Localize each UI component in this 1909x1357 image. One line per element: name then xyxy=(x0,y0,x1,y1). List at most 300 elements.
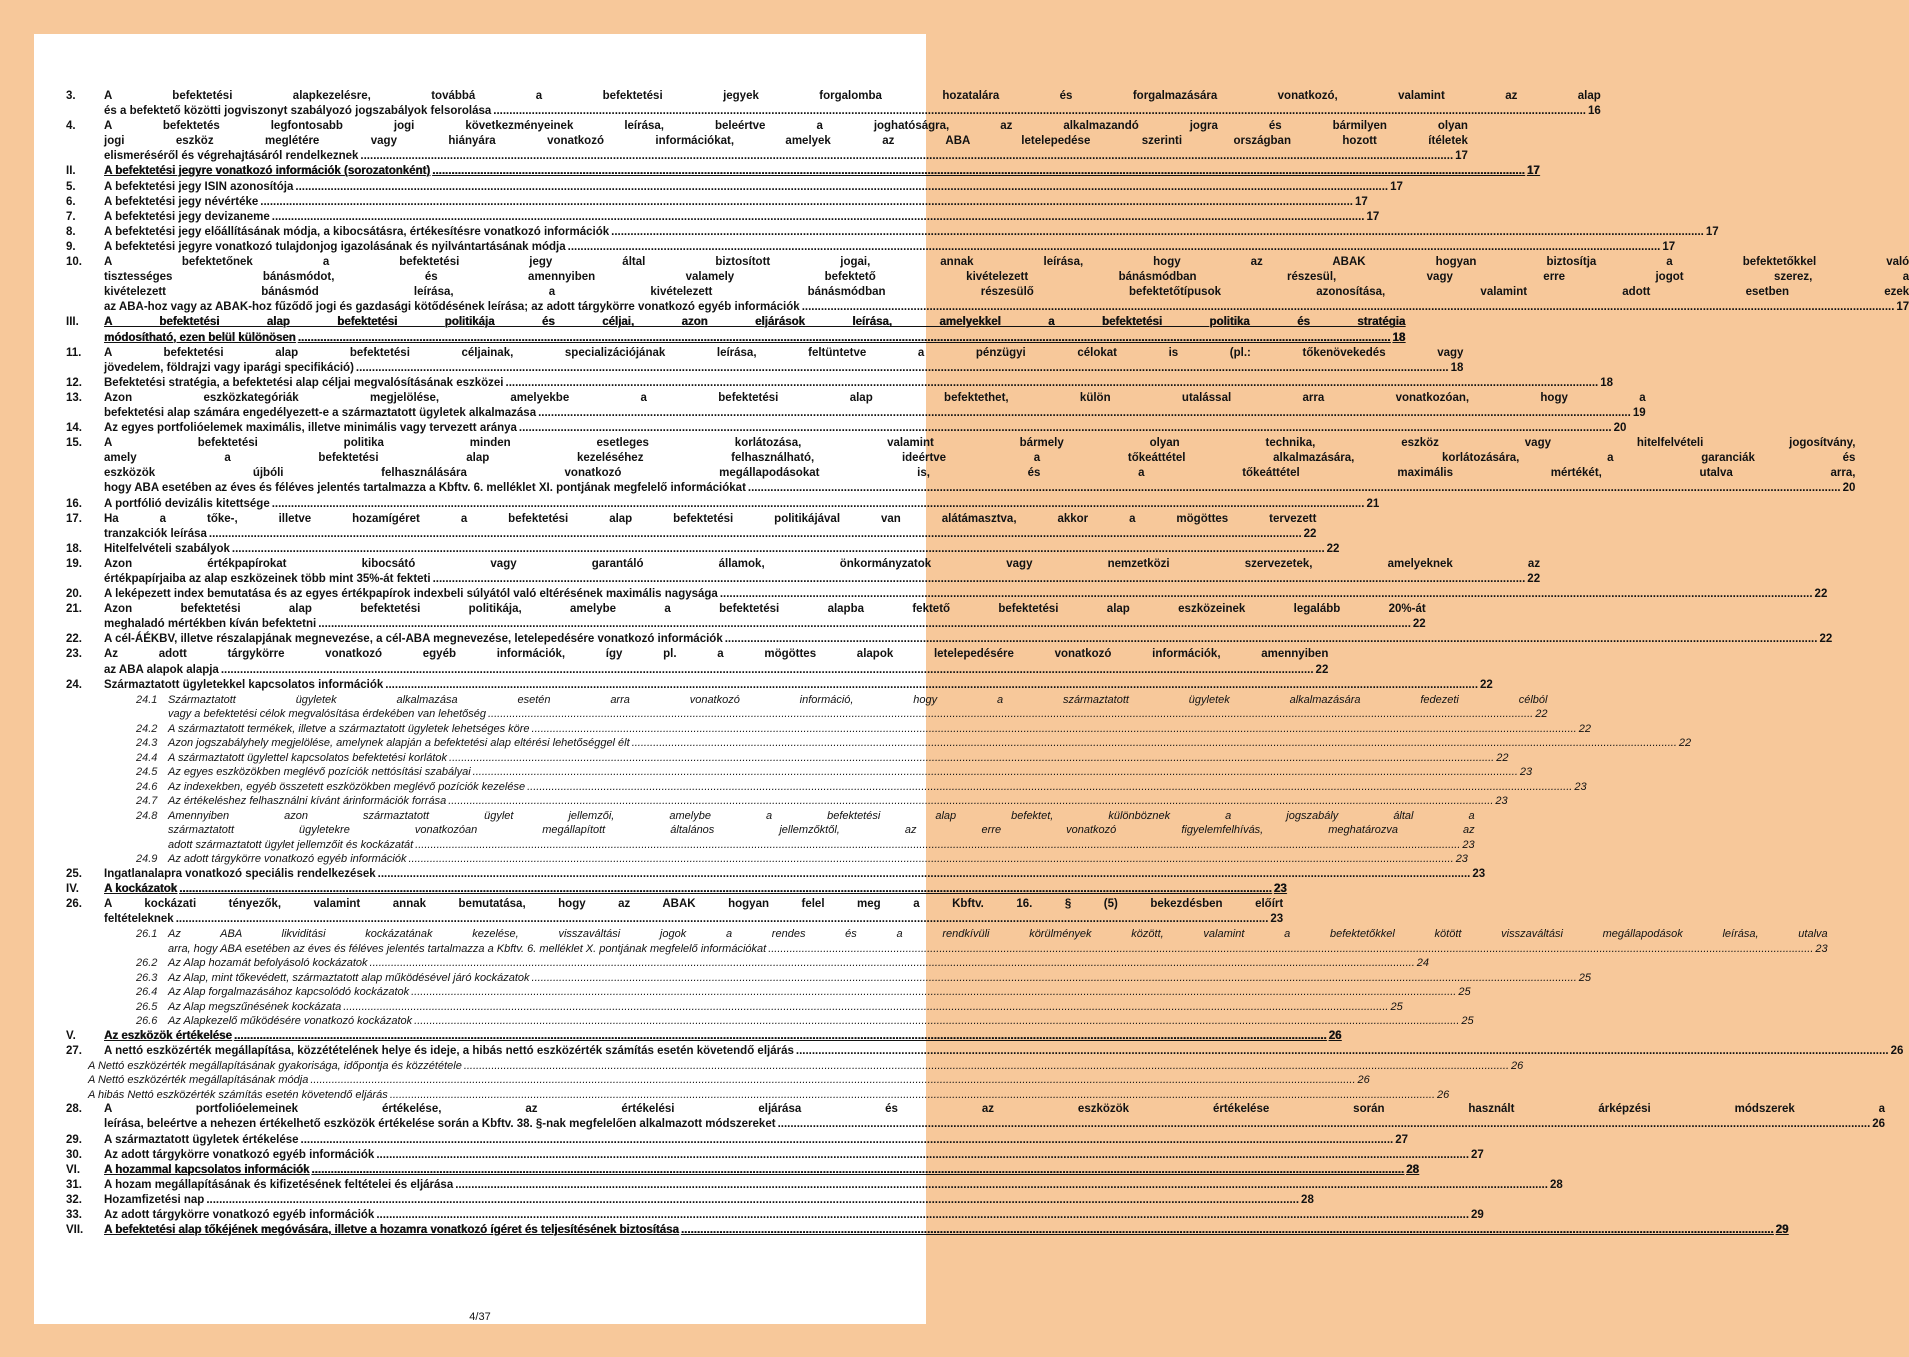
toc-entry-last-line xyxy=(104,617,1426,632)
toc-entry-title: tranzakciók leírása xyxy=(104,527,207,540)
toc-entry-title: A befektetési jegyre vonatkozó tulajdonjog igazolásának és nyilvántartásának módja xyxy=(104,240,566,253)
toc-entry-number: 31. xyxy=(66,1178,82,1191)
toc-entry-last-line xyxy=(104,149,1468,164)
toc-entry-title: vagy a befektetési célok megvalósítása érdekében van lehetőség xyxy=(168,708,486,721)
toc-entry[interactable] xyxy=(66,1000,1403,1015)
toc-entry-title: Befektetési stratégia, a befektetési alap céljai megvalósításának eszközei xyxy=(104,376,504,389)
dot-leader xyxy=(272,210,1365,225)
toc-entry-text xyxy=(104,1102,1885,1132)
toc-page-number: 22 xyxy=(1412,618,1426,631)
toc-page-number: 21 xyxy=(1366,497,1380,510)
toc-entry-text xyxy=(168,971,1591,986)
toc-entry-last-line xyxy=(104,1163,1419,1178)
toc-entry[interactable] xyxy=(66,1029,1342,1044)
toc-entry[interactable] xyxy=(66,1073,1370,1088)
toc-entry-last-line xyxy=(104,497,1379,512)
toc-page-number: 25 xyxy=(1461,1015,1474,1028)
toc-entry-text xyxy=(104,587,1827,602)
toc-page-number: 24 xyxy=(1416,957,1430,970)
toc-entry-title: értékpapírjaiba az alap eszközeinek több mint 35%-át fekteti xyxy=(104,573,431,585)
toc-entry[interactable] xyxy=(66,1059,1524,1074)
toc-page-number: 17 xyxy=(1705,225,1719,238)
dot-leader xyxy=(448,794,1493,809)
toc-entry-number: IV. xyxy=(66,882,80,895)
toc-entry-last-line xyxy=(168,794,1508,809)
toc-entry-text xyxy=(168,956,1429,971)
toc-entry-title: A hozammal kapcsolatos információk xyxy=(104,1163,310,1176)
toc-entry-text xyxy=(104,1029,1341,1044)
toc-entry-last-line xyxy=(104,376,1613,391)
toc-entry[interactable] xyxy=(66,436,1856,496)
toc-entry[interactable] xyxy=(66,180,1403,195)
toc-page-number: 23 xyxy=(1273,882,1287,895)
toc-page-number: 17 xyxy=(1390,180,1403,193)
toc-entry-line: A befektetés legfontosabb jogi következményeinek leírása, beleértve a joghatóságra, az alkalmazandó jogra és bármilyen olyan xyxy=(104,120,1468,133)
toc-entry-text xyxy=(104,436,1855,496)
dot-leader xyxy=(681,1223,1774,1238)
toc-page-number: 22 xyxy=(1814,588,1828,601)
toc-entry[interactable] xyxy=(66,1133,1409,1148)
toc-subentry-number: 24.6 xyxy=(136,780,158,793)
toc-entry-last-line xyxy=(104,867,1485,882)
toc-entry-text xyxy=(168,751,1508,766)
dot-leader xyxy=(748,481,1841,496)
toc-entry-title: A befektetési jegy devizaneme xyxy=(104,210,270,223)
dot-leader xyxy=(796,1044,1889,1059)
toc-page-number: 23 xyxy=(1815,942,1828,955)
toc-entry[interactable] xyxy=(66,852,1468,867)
toc-entry-number: 15. xyxy=(66,437,82,450)
dot-leader xyxy=(260,195,1353,210)
toc-page-number: 22 xyxy=(1315,663,1329,676)
toc-entry[interactable] xyxy=(66,587,1828,602)
toc-entry-title: Hozamfizetési nap xyxy=(104,1193,205,1206)
toc-entry-last-line xyxy=(104,912,1283,927)
toc-entry[interactable] xyxy=(66,164,1540,179)
dot-leader xyxy=(356,361,1449,376)
toc-entry[interactable] xyxy=(66,89,1601,119)
toc-entry-text xyxy=(104,195,1368,210)
toc-entry-number: 32. xyxy=(66,1193,82,1206)
dot-leader xyxy=(179,882,1272,897)
toc-entry-title: módosítható, ezen belül különösen xyxy=(104,331,296,344)
toc-entry-number: 25. xyxy=(66,867,82,880)
toc-entry-line: kivételezett bánásmód leírása, a kivételezett bánásmódban részesülő befektetőtípusok azonosítása, valamint adott esetben ezek xyxy=(104,286,1909,299)
toc-entry-title: Azon jogszabályhely megjelölése, amelynek alapján a befektetési alap eltérési lehetőséggel élt xyxy=(168,737,630,750)
toc-entry-title: Az adott tárgykörre vonatkozó egyéb információk xyxy=(104,1148,375,1161)
toc-entry-text xyxy=(104,542,1339,557)
toc-entry-title: A befektetési alap tőkéjének megóvására, illetve a hozamra vonatkozó ígéret és teljesítésének biztosítása xyxy=(104,1224,679,1237)
toc-entry-text xyxy=(104,240,1675,255)
toc-entry-text xyxy=(104,1133,1408,1148)
toc-entry-last-line xyxy=(104,331,1405,346)
toc-entry[interactable] xyxy=(66,985,1471,1000)
toc-entry[interactable] xyxy=(66,693,1548,722)
toc-page-number: 16 xyxy=(1588,105,1601,118)
toc-entry[interactable] xyxy=(66,1208,1484,1223)
toc-entry-line: Azon befektetési alap befektetési politikája, amelybe a befektetési alapba fektető befektetési alap eszközeinek legalább 20%-át xyxy=(104,603,1426,616)
dot-leader xyxy=(360,149,1453,164)
toc-entry[interactable] xyxy=(66,809,1475,853)
toc-entry[interactable] xyxy=(66,557,1541,587)
toc-entry-title: Az eszközök értékelése xyxy=(104,1029,232,1042)
toc-entry-number: 8. xyxy=(66,225,76,238)
toc-entry-number: 4. xyxy=(66,120,76,133)
toc-entry-title: A hozam megállapításának és kifizetésének feltételei és eljárása xyxy=(104,1178,454,1191)
toc-entry-title: A befektetési jegyre vonatkozó információk (sorozatonként) xyxy=(104,165,431,178)
toc-entry-text xyxy=(104,1163,1419,1178)
toc-entry[interactable] xyxy=(66,956,1430,971)
toc-entry[interactable] xyxy=(66,210,1380,225)
dot-leader xyxy=(455,1178,1548,1193)
toc-page-number: 17 xyxy=(1366,210,1380,223)
toc-entry[interactable] xyxy=(66,736,1692,751)
toc-entry-number: 20. xyxy=(66,588,82,601)
dot-leader xyxy=(301,1133,1394,1148)
toc-page-number: 17 xyxy=(1896,301,1909,314)
toc-entry-text xyxy=(104,421,1626,436)
toc-entry[interactable] xyxy=(66,195,1368,210)
dot-leader xyxy=(527,780,1572,795)
toc-entry[interactable] xyxy=(66,346,1464,376)
toc-entry-text xyxy=(104,210,1379,225)
toc-entry-number: 23. xyxy=(66,648,82,661)
toc-entry-text xyxy=(88,1088,1449,1103)
toc-entry-number: 24. xyxy=(66,678,82,691)
dot-leader xyxy=(411,985,1456,1000)
toc-entry-title: meghaladó mértékben kíván befektetni xyxy=(104,618,317,631)
toc-entry-number: 5. xyxy=(66,180,76,193)
toc-page-number: 26 xyxy=(1357,1074,1370,1087)
toc-page-number: 26 xyxy=(1872,1118,1886,1131)
toc-entry-last-line xyxy=(104,180,1403,195)
toc-entry-title: jövedelem, földrajzi vagy iparági specifikáció) xyxy=(104,361,354,374)
toc-entry[interactable] xyxy=(66,882,1287,897)
toc-entry-last-line xyxy=(168,751,1508,766)
toc-page-number: 17 xyxy=(1526,165,1540,178)
toc-entry-title: A származtatott termékek, illetve a származtatott ügyletek lehetséges köre xyxy=(168,722,530,735)
dot-leader xyxy=(611,225,1704,240)
toc-entry[interactable] xyxy=(66,602,1426,632)
toc-entry-number: 29. xyxy=(66,1133,82,1146)
toc-entry-title: arra, hogy ABA esetében az éves és féléves jelentés tartalmazza a Kbftv. 6. melléklet X. pontjának megfelelő információkat xyxy=(168,942,767,955)
toc-entry-line: A kockázati tényezők, valamint annak bemutatása, hogy az ABAK hogyan felel meg a Kbftv. 16. § (5) bekezdésben előírt xyxy=(104,897,1284,910)
toc-entry-number: 19. xyxy=(66,557,82,570)
toc-entry-text xyxy=(104,89,1601,119)
toc-entry-line: A befektetési politika minden esetleges korlátozása, valamint bármely olyan technika, eszköz vagy hitelfelvételi jogosítvány, xyxy=(104,437,1856,450)
toc-entry-title: az ABA-hoz vagy az ABAK-hoz fűződő jogi és gazdasági kötődésének leírása; az adott tárgykörre vonatkozó egyéb információk xyxy=(104,301,800,314)
toc-entry-title: A hibás Nettó eszközérték számítás esetén követendő eljárás xyxy=(88,1088,388,1101)
toc-page-number: 22 xyxy=(1819,633,1833,646)
toc-page-number: 25 xyxy=(1390,1000,1403,1013)
toc-entry[interactable] xyxy=(66,1088,1450,1103)
toc-page-number: 25 xyxy=(1458,986,1471,999)
toc-entry[interactable] xyxy=(66,927,1828,956)
toc-entry-text xyxy=(168,852,1468,867)
toc-entry[interactable] xyxy=(66,1044,1904,1059)
toc-entry-title: Az adott tárgykörre vonatkozó egyéb információk xyxy=(168,853,407,866)
toc-entry-text xyxy=(104,315,1405,345)
dot-leader xyxy=(298,331,1391,346)
toc-entry-text xyxy=(168,985,1471,1000)
document-page xyxy=(34,34,1909,1324)
toc-entry-line: Az ABA likviditási kockázatának kezelése, visszaváltási jogok a rendes és a rendkívüli körülmények között, valamint a befektetőkkel kötött visszaváltási megállapodások leírása, utalva xyxy=(168,928,1828,941)
toc-entry-last-line xyxy=(88,1073,1370,1088)
toc-page-number: 22 xyxy=(1496,751,1509,764)
toc-entry-title: A származtatott ügyletek értékelése xyxy=(104,1133,299,1146)
toc-subentry-number: 24.2 xyxy=(136,722,158,735)
toc-subentry-number: 24.5 xyxy=(136,766,158,779)
toc-entry[interactable] xyxy=(66,1102,1886,1132)
dot-leader xyxy=(632,736,1677,751)
toc-entry-last-line xyxy=(104,1133,1408,1148)
toc-entry[interactable] xyxy=(66,1178,1563,1193)
toc-entry-number: 3. xyxy=(66,90,76,102)
toc-entry-number: VI. xyxy=(66,1163,81,1176)
toc-entry-number: 16. xyxy=(66,497,82,510)
toc-entry[interactable] xyxy=(66,632,1833,647)
toc-entry-last-line xyxy=(104,1148,1484,1163)
dot-leader xyxy=(209,527,1302,542)
toc-subentry-number: 26.1 xyxy=(136,928,158,941)
dot-leader xyxy=(318,617,1411,632)
toc-entry-last-line xyxy=(104,527,1316,542)
toc-entry-last-line xyxy=(104,678,1493,693)
toc-entry-last-line xyxy=(168,1014,1474,1029)
dot-leader xyxy=(432,164,1525,179)
toc-page-number: 18 xyxy=(1392,331,1406,344)
toc-entry-line: tisztességes bánásmódot, és amennyiben valamely befektető kivételezett bánásmódban részesül, vagy erre jogot szerez, a xyxy=(104,271,1909,284)
toc-page-number: 26 xyxy=(1437,1088,1450,1101)
toc-entry[interactable] xyxy=(66,1163,1419,1178)
toc-entry-title: Az Alap hozamát befolyásoló kockázatok xyxy=(168,957,368,970)
toc-entry-title: elismeréséről és végrehajtásáról rendelkeznek xyxy=(104,150,359,163)
toc-entry[interactable] xyxy=(66,542,1340,557)
dot-leader xyxy=(176,912,1269,927)
toc-page-number: 25 xyxy=(1578,971,1592,984)
dot-leader xyxy=(449,751,1494,766)
dot-leader xyxy=(778,1117,1871,1132)
toc-entry-line: Azon értékpapírokat kibocsátó vagy garantáló államok, önkormányzatok vagy nemzetközi szervezetek, amelyeknek az xyxy=(104,557,1541,570)
toc-entry[interactable] xyxy=(66,751,1509,766)
toc-entry-title: A portfólió devizális kitettsége xyxy=(104,497,270,510)
toc-entry-last-line xyxy=(104,572,1540,587)
dot-leader xyxy=(519,421,1612,436)
toc-entry-text xyxy=(168,794,1508,809)
toc-page-number: 22 xyxy=(1527,573,1541,585)
toc-entry[interactable] xyxy=(66,225,1719,240)
toc-entry[interactable] xyxy=(66,1014,1474,1029)
toc-entry-text xyxy=(104,497,1379,512)
toc-entry[interactable] xyxy=(66,897,1284,927)
toc-entry[interactable] xyxy=(66,794,1508,809)
dot-leader xyxy=(725,632,1818,647)
toc-page-number: 22 xyxy=(1678,737,1692,750)
dot-leader xyxy=(376,1148,1469,1163)
toc-entry-number: 30. xyxy=(66,1148,82,1161)
toc-entry-last-line xyxy=(104,361,1463,376)
toc-page-number: 20 xyxy=(1842,482,1856,495)
toc-entry-number: 21. xyxy=(66,603,82,616)
toc-entry-title: A származtatott ügylettel kapcsolatos befektetési korlátok xyxy=(168,751,448,764)
toc-entry-line: A befektetési alap befektetési politikája és céljai, azon eljárások leírása, amelyekkel a befektetési politika és stratégia xyxy=(104,316,1406,329)
toc-entry-number: 13. xyxy=(66,391,82,404)
toc-entry-title: Az egyes eszközökben meglévő pozíciók nettósítási szabályai xyxy=(168,766,471,779)
toc-entry-title: A Nettó eszközérték megállapításának módja xyxy=(88,1074,309,1087)
dot-leader xyxy=(415,838,1460,853)
dot-leader xyxy=(234,1029,1327,1044)
toc-entry-number: III. xyxy=(66,316,79,329)
toc-entry-line: A befektetési alapkezelésre, továbbá a befektetési jegyek forgalomba hozatalára és forgalmazására vonatkozó, valamint az alap xyxy=(104,90,1601,102)
toc-entry-last-line xyxy=(104,1029,1341,1044)
toc-entry-number: 26. xyxy=(66,897,82,910)
toc-page-number: 22 xyxy=(1303,527,1317,540)
toc-entry-last-line xyxy=(168,985,1471,1000)
toc-entry[interactable] xyxy=(66,647,1329,677)
toc-entry-line: A befektetési alap befektetési céljainak, specializációjának leírása, feltüntetve a pénzügyi célokat is (pl.: tőkenövekedés vagy xyxy=(104,346,1464,359)
toc-entry-line: Az adott tárgykörre vonatkozó egyéb információk, így pl. a mögöttes alapok letelepedésére vonatkozó információk, amennyiben xyxy=(104,648,1329,661)
toc-entry-text xyxy=(104,119,1468,164)
dot-leader xyxy=(370,956,1415,971)
toc-entry[interactable] xyxy=(66,512,1317,542)
toc-entry-title: feltételeknek xyxy=(104,913,174,926)
dot-leader xyxy=(720,587,1813,602)
toc-page-number: 28 xyxy=(1406,1163,1419,1176)
toc-entry-last-line xyxy=(168,852,1468,867)
toc-entry[interactable] xyxy=(66,678,1493,693)
toc-entry-line: Amennyiben azon származtatott ügylet jellemzői, amelybe a befektetési alap befektet, különböznek a jogszabály által a xyxy=(168,809,1475,822)
toc-entry-last-line xyxy=(104,587,1827,602)
toc-entry-text xyxy=(104,882,1287,897)
toc-entry-number: 22. xyxy=(66,633,82,646)
toc-entry-text xyxy=(104,647,1328,677)
toc-entry-title: A befektetési jegy névértéke xyxy=(104,195,259,208)
toc-entry-text xyxy=(104,557,1540,587)
toc-entry[interactable] xyxy=(66,780,1587,795)
toc-page-number: 29 xyxy=(1471,1208,1484,1221)
toc-entry-text xyxy=(168,693,1547,722)
toc-entry-number: 28. xyxy=(66,1103,82,1116)
toc-entry-last-line xyxy=(104,406,1646,421)
toc-entry-number: 33. xyxy=(66,1208,82,1221)
toc-entry-text xyxy=(104,255,1909,315)
toc-subentry-number: 26.4 xyxy=(136,986,158,999)
toc-page-number: 27 xyxy=(1471,1148,1484,1161)
toc-entry[interactable] xyxy=(66,722,1591,737)
toc-entry-text xyxy=(168,1014,1474,1029)
toc-entry-last-line xyxy=(168,722,1591,737)
toc-entry-line: A portfolióelemeinek értékelése, az értékelési eljárása és az eszközök értékelése során használt árképzési módszerek a xyxy=(104,1103,1886,1116)
toc-entry-title: A nettó eszközérték megállapítása, közzétételének helye és ideje, a hibás nettó eszközérték számítás esetén követendő eljárás xyxy=(104,1044,794,1057)
toc-entry-last-line xyxy=(88,1088,1449,1103)
toc-entry-last-line xyxy=(168,765,1532,780)
toc-page-number: 26 xyxy=(1511,1059,1524,1072)
toc-page-number: 17 xyxy=(1354,195,1368,208)
toc-page-number: 22 xyxy=(1535,708,1548,721)
toc-entry-title: Az Alapkezelő működésére vonatkozó kockázatok xyxy=(168,1015,413,1028)
toc-entry[interactable] xyxy=(66,421,1627,436)
toc-page-number: 23 xyxy=(1462,838,1475,851)
toc-entry-last-line xyxy=(104,195,1368,210)
toc-subentry-number: 26.2 xyxy=(136,957,158,970)
dot-leader xyxy=(532,722,1577,737)
toc-entry-last-line xyxy=(104,542,1339,557)
toc-entry[interactable] xyxy=(66,391,1646,421)
toc-entry-number: 18. xyxy=(66,542,82,555)
toc-entry-number: 7. xyxy=(66,210,76,223)
toc-subentry-number: 24.7 xyxy=(136,795,158,808)
dot-leader xyxy=(433,572,1526,587)
toc-entry[interactable] xyxy=(66,255,1909,315)
toc-page-number: 22 xyxy=(1480,678,1493,691)
toc-entry-text xyxy=(104,164,1540,179)
toc-entry[interactable] xyxy=(66,119,1468,164)
dot-leader xyxy=(408,852,1453,867)
toc-page-number: 19 xyxy=(1632,406,1646,419)
toc-page-number: 23 xyxy=(1472,867,1486,880)
toc-entry-text xyxy=(168,809,1475,853)
toc-entry-text xyxy=(104,1178,1563,1193)
toc-entry-number: 14. xyxy=(66,422,82,435)
toc-page-number: 18 xyxy=(1600,376,1614,389)
toc-entry[interactable] xyxy=(66,867,1486,882)
dot-leader xyxy=(221,663,1314,678)
toc-entry-last-line xyxy=(104,104,1601,119)
toc-page-number: 27 xyxy=(1395,1133,1409,1146)
dot-leader xyxy=(493,104,1586,119)
dot-leader xyxy=(568,240,1661,255)
dot-leader xyxy=(532,971,1577,986)
toc-entry-text xyxy=(104,1148,1484,1163)
toc-subentry-number: 24.8 xyxy=(136,809,158,822)
toc-entry-title: Származtatott ügyletekkel kapcsolatos információk xyxy=(104,678,384,691)
toc-page-number: 22 xyxy=(1578,722,1591,735)
toc-entry[interactable] xyxy=(66,765,1533,780)
toc-entry-text xyxy=(88,1073,1370,1088)
toc-entry-line: eszközök újbóli felhasználására vonatkozó megállapodásokat is, és a tőkeáttétel maximális mértékét, utalva arra, xyxy=(104,467,1856,480)
toc-page-number: 23 xyxy=(1495,795,1508,808)
page-number: 4/37 xyxy=(469,1311,491,1323)
toc-subentry-number: 24.1 xyxy=(136,693,158,706)
dot-leader xyxy=(506,376,1599,391)
toc-entry-line: jogi eszköz meglétére vagy hiányára vonatkozó információkat, amelyek az ABA letelepedése szerinti országban hozott ítéletek xyxy=(104,135,1468,148)
toc-entry[interactable] xyxy=(66,971,1592,986)
toc-entry-last-line xyxy=(104,225,1719,240)
toc-entry-title: Az Alap, mint tőkevédett, származtatott alap működésével járó kockázatok xyxy=(168,971,530,984)
toc-entry-last-line xyxy=(104,1223,1788,1238)
toc-entry-title: Az indexekben, egyéb összetett eszközökben meglévő pozíciók kezelése xyxy=(168,780,526,793)
toc-entry[interactable] xyxy=(66,1193,1314,1208)
toc-entry-last-line xyxy=(104,1178,1563,1193)
toc-entry-text xyxy=(104,391,1646,421)
toc-entry-last-line xyxy=(104,300,1909,315)
toc-entry[interactable] xyxy=(66,1148,1484,1163)
toc-subentry-number: 26.5 xyxy=(136,1000,158,1013)
toc-entry[interactable] xyxy=(66,497,1380,512)
toc-entry[interactable] xyxy=(66,315,1406,345)
toc-page-number: 17 xyxy=(1662,240,1676,253)
toc-entry[interactable] xyxy=(66,376,1614,391)
toc-entry-last-line xyxy=(104,1208,1484,1223)
toc-entry-line: Azon eszközkategóriák megjelölése, amelyekbe a befektetési alap befektethet, külön utalással arra vonatkozóan, hogy a xyxy=(104,391,1646,404)
toc-page-number: 20 xyxy=(1613,422,1627,435)
toc-entry[interactable] xyxy=(66,1223,1789,1238)
toc-page-number: 23 xyxy=(1455,853,1468,866)
toc-subentry-number: 24.9 xyxy=(136,853,158,866)
toc-entry-title: Az Alap forgalmazásához kapcsolódó kockázatok xyxy=(168,986,410,999)
toc-entry[interactable] xyxy=(66,240,1676,255)
toc-entry-number: 11. xyxy=(66,346,82,359)
